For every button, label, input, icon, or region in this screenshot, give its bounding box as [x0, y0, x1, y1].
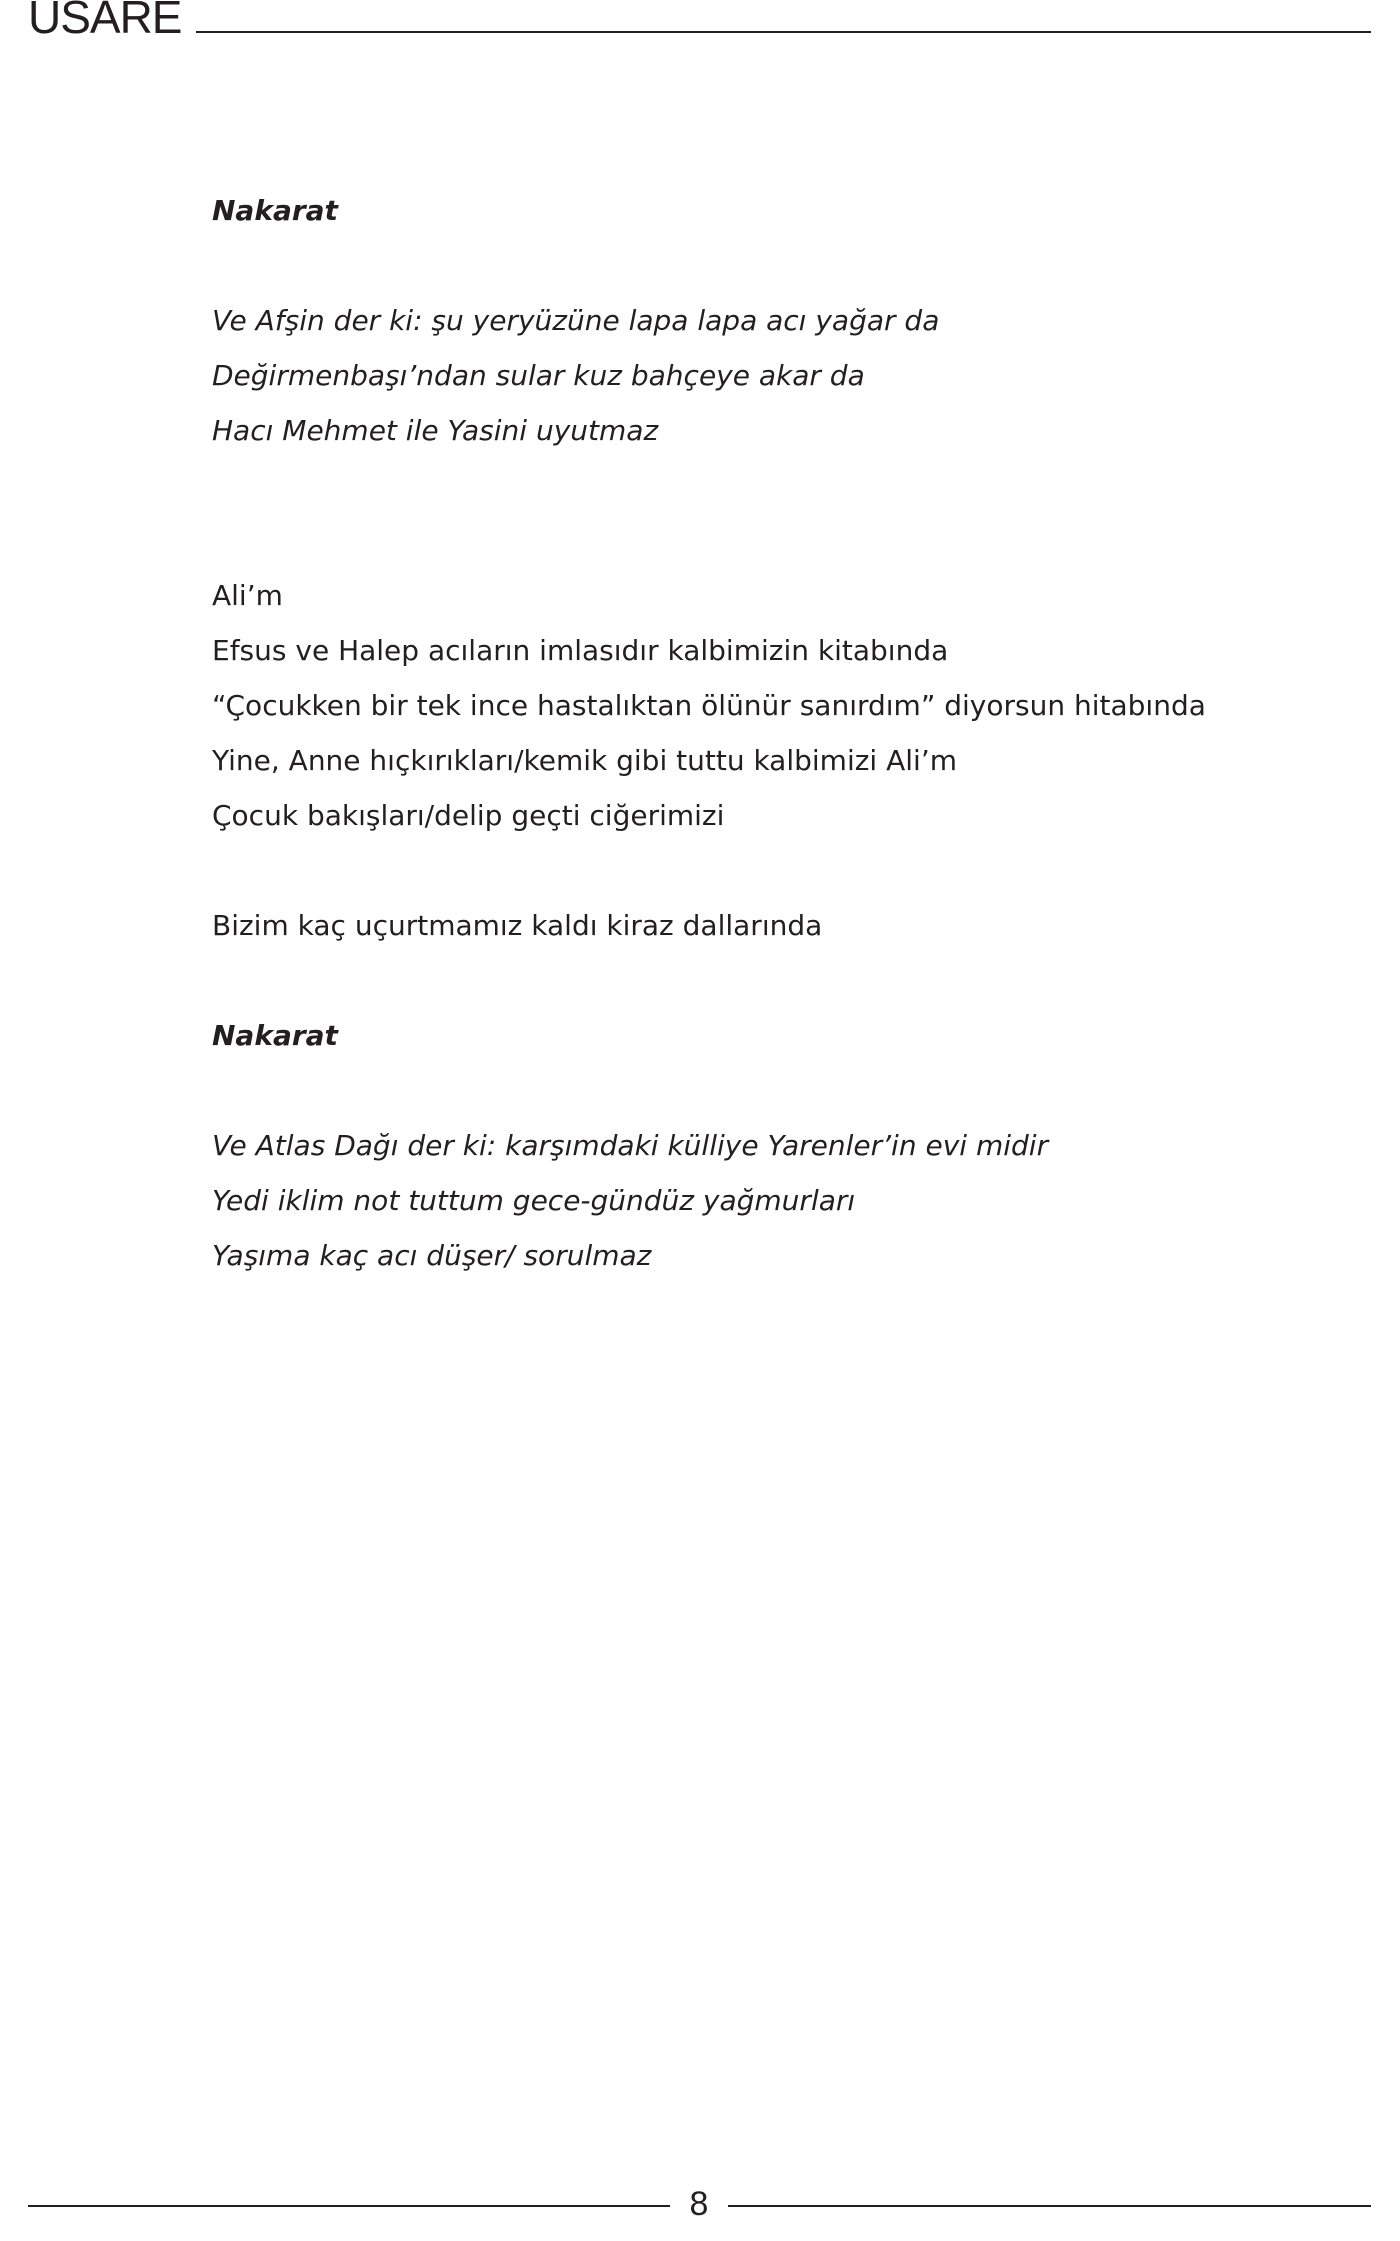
- footer-rule-right: [728, 2205, 1371, 2207]
- page-number: 8: [689, 2185, 709, 2223]
- verse-line: Yine, Anne hıçkırıkları/kemik gibi tuttu kalbimizi Ali’m: [212, 744, 957, 777]
- page-header: [28, 0, 1371, 43]
- poem-body: [212, 183, 1312, 1283]
- verse-line: Ve Atlas Dağı der ki: karşımdaki külliye Yarenler’in evi midir: [212, 1129, 1049, 1162]
- refrain-label: Nakarat: [212, 1019, 338, 1052]
- refrain-label: Nakarat: [212, 194, 338, 227]
- stanza: [212, 1118, 1312, 1283]
- running-header-title: USARE: [28, 0, 182, 43]
- stanza-gap: [212, 953, 1312, 1008]
- stanza-gap: [212, 238, 1312, 293]
- stanza: [212, 293, 1312, 458]
- verse-line: “Çocukken bir tek ince hastalıktan ölünür sanırdım” diyorsun hitabında: [212, 689, 1206, 722]
- verse-line: Yedi iklim not tuttum gece-gündüz yağmurları: [212, 1184, 856, 1217]
- page-footer: [28, 2180, 1371, 2230]
- stanza-gap: [212, 458, 1312, 568]
- stanza-gap: [212, 843, 1312, 898]
- verse-line: Hacı Mehmet ile Yasini uyutmaz: [212, 414, 659, 447]
- stanza: [212, 568, 1312, 843]
- verse-line: Ve Afşin der ki: şu yeryüzüne lapa lapa acı yağar da: [212, 304, 940, 337]
- verse-line: Değirmenbaşı’ndan sular kuz bahçeye akar da: [212, 359, 865, 392]
- verse-line: Çocuk bakışları/delip geçti ciğerimizi: [212, 799, 725, 832]
- verse-line: Yaşıma kaç acı düşer/ sorulmaz: [212, 1239, 652, 1272]
- header-rule: [196, 31, 1371, 33]
- footer-rule-left: [28, 2205, 670, 2207]
- verse-line: Bizim kaç uçurtmamız kaldı kiraz dallarında: [212, 909, 823, 942]
- verse-line: Ali’m: [212, 579, 283, 612]
- verse-line: Efsus ve Halep acıların imlasıdır kalbimizin kitabında: [212, 634, 949, 667]
- stanza-gap: [212, 1063, 1312, 1118]
- stanza: [212, 898, 1312, 953]
